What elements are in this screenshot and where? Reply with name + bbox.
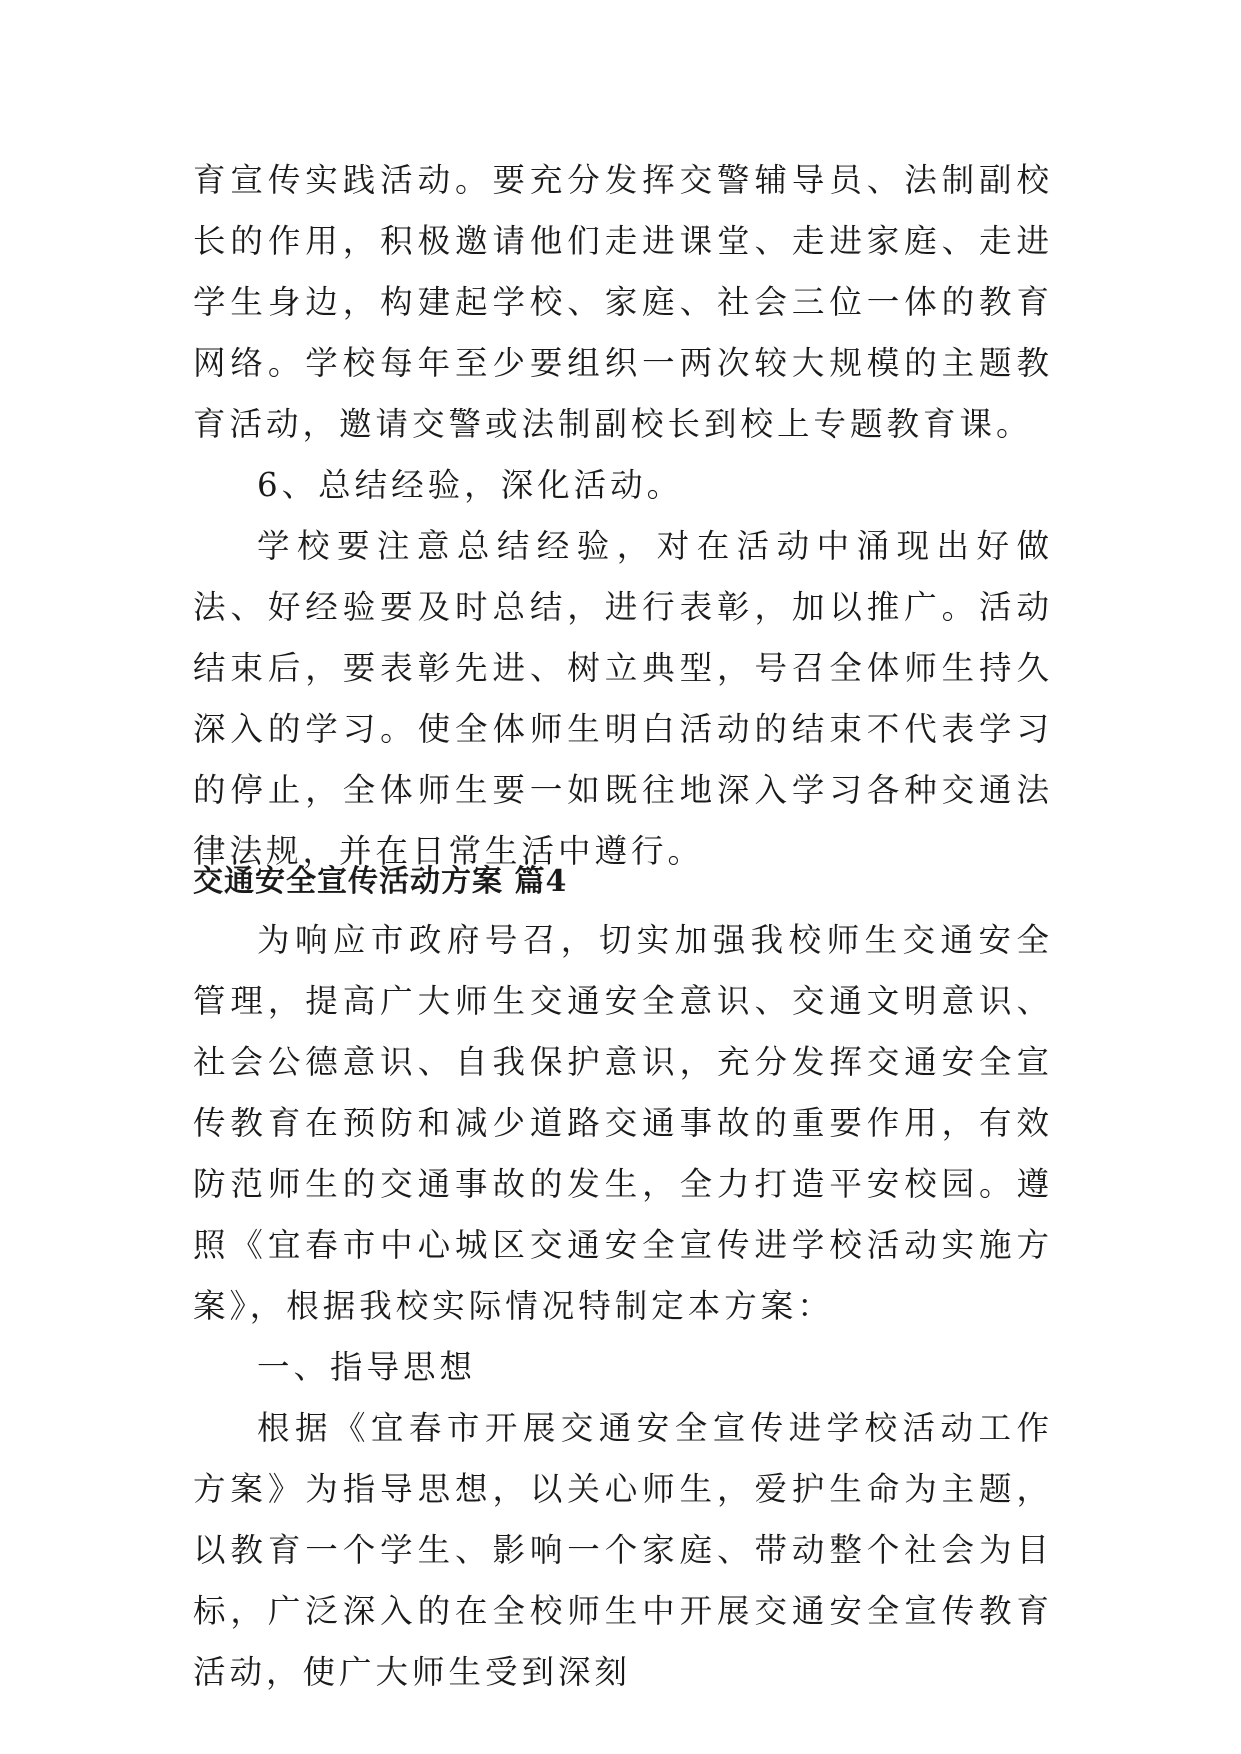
paragraph-publicity-activities: 育宣传实践活动。要充分发挥交警辅导员、法制副校长的作用，积极邀请他们走进课堂、走进家庭、走进学生身边，构建起学校、家庭、社会三位一体的教育网络。学校每年至少要组织一两次较大规模的主题教育活动，邀请交警或法制副校长到校上专题教育课。: [193, 161, 1053, 443]
subheading-guiding-ideology: 一、指导思想: [257, 1348, 477, 1386]
paragraph-guiding-ideology: 根据《宜春市开展交通安全宣传进学校活动工作方案》为指导思想，以关心师生，爱护生命为主题，以教育一个学生、影响一个家庭、带动整个社会为目标，广泛深入的在全校师生中开展交通安全宣传教育活动，使广大师生受到深刻: [193, 1409, 1053, 1691]
paragraph-summarize-experience: 学校要注意总结经验，对在活动中涌现出好做法、好经验要及时总结，进行表彰，加以推广。活动结束后，要表彰先进、树立典型，号召全体师生持久深入的学习。使全体师生明白活动的结束不代表学习的停止，全体师生要一如既往地深入学习各种交通法律法规，并在日常生活中遵行。: [193, 527, 1053, 870]
section-4-body: [193, 910, 1053, 1703]
paragraph-intro: 为响应市政府号召，切实加强我校师生交通安全管理，提高广大师生交通安全意识、交通文明意识、社会公德意识、自我保护意识，充分发挥交通安全宣传教育在预防和减少道路交通事故的重要作用，有效防范师生的交通事故的发生，全力打造平安校园。遵照《宜春市中心城区交通安全宣传进学校活动实施方案》，根据我校实际情况特制定本方案：: [193, 921, 1053, 1325]
item-6-heading: 6、总结经验，深化活动。: [257, 466, 684, 504]
section-4-heading: 交通安全宣传活动方案 篇4: [193, 864, 568, 899]
top-section: [193, 150, 1053, 882]
